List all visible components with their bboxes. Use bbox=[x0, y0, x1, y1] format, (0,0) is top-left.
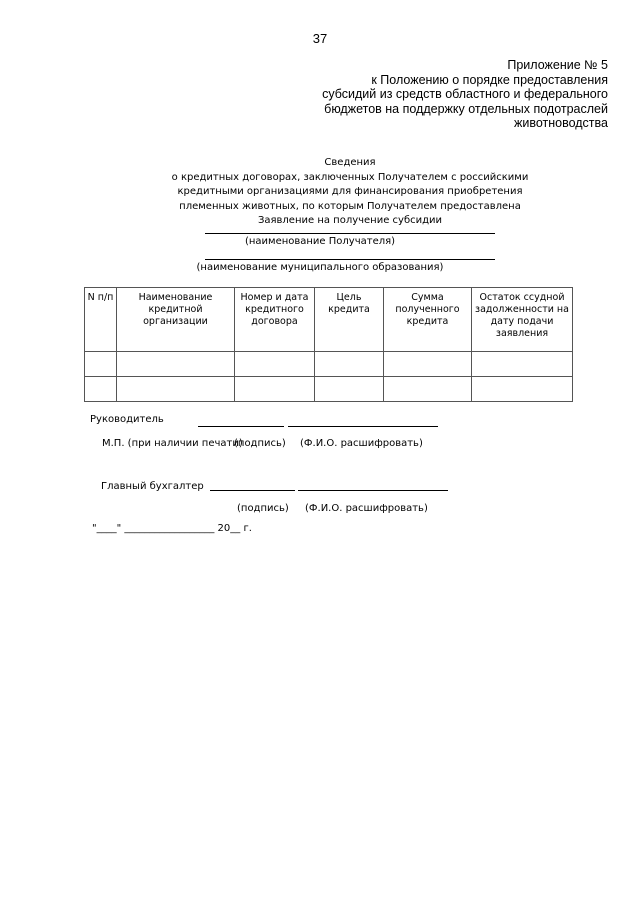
head-signature-line[interactable] bbox=[198, 426, 284, 427]
appendix-line: к Положению о порядке предоставления bbox=[371, 72, 608, 87]
table-row bbox=[85, 352, 573, 377]
table-row bbox=[85, 377, 573, 402]
accountant-label: Главный бухгалтер bbox=[101, 481, 204, 492]
head-label: Руководитель bbox=[90, 414, 164, 425]
appendix-line: субсидий из средств областного и федерального bbox=[322, 87, 608, 102]
table-cell[interactable] bbox=[315, 352, 384, 377]
table-cell[interactable] bbox=[85, 377, 117, 402]
column-header: Номер и дата кредитного договора bbox=[235, 288, 315, 352]
table-cell[interactable] bbox=[472, 352, 573, 377]
accountant-signature-line[interactable] bbox=[210, 490, 295, 491]
table-cell[interactable] bbox=[384, 377, 472, 402]
title-line: Заявление на получение субсидии bbox=[257, 215, 443, 226]
signature-caption: (подпись) bbox=[234, 438, 286, 449]
title-line: Сведения bbox=[324, 157, 376, 168]
table-cell[interactable] bbox=[384, 352, 472, 377]
appendix-header bbox=[278, 58, 608, 131]
appendix-line: бюджетов на поддержку отдельных подотраслей bbox=[324, 101, 608, 116]
head-name-line[interactable] bbox=[288, 426, 438, 427]
column-header: Сумма полученного кредита bbox=[384, 288, 472, 352]
table-header-row bbox=[85, 288, 573, 352]
credit-agreements-table bbox=[84, 287, 573, 402]
title-line: о кредитных договорах, заключенных Получателем с российскими bbox=[171, 171, 529, 183]
municipality-line[interactable] bbox=[205, 259, 495, 260]
title-line: кредитными организациями для финансирования приобретения bbox=[177, 186, 523, 197]
recipient-caption: (наименование Получателя) bbox=[244, 236, 396, 247]
stamp-label: М.П. (при наличии печати) bbox=[102, 438, 243, 449]
column-header: N п/п bbox=[85, 288, 117, 352]
table-cell[interactable] bbox=[315, 377, 384, 402]
appendix-line: животноводства bbox=[513, 116, 608, 131]
table-cell[interactable] bbox=[117, 352, 235, 377]
name-caption: (Ф.И.О. расшифровать) bbox=[300, 438, 423, 449]
name-caption: (Ф.И.О. расшифровать) bbox=[305, 503, 428, 514]
page-number: 37 bbox=[312, 31, 328, 46]
table-cell[interactable] bbox=[85, 352, 117, 377]
title-line: племенных животных, по которым Получателем предоставлена bbox=[179, 200, 521, 212]
municipality-caption: (наименование муниципального образования) bbox=[196, 262, 444, 273]
column-header: Остаток ссудной задолженности на дату подачи заявления bbox=[472, 288, 573, 352]
table-cell[interactable] bbox=[235, 352, 315, 377]
document-title bbox=[150, 156, 550, 229]
table-cell[interactable] bbox=[235, 377, 315, 402]
signature-caption: (подпись) bbox=[237, 503, 289, 514]
date-line[interactable]: "____" __________________ 20__ г. bbox=[92, 523, 252, 534]
table-cell[interactable] bbox=[472, 377, 573, 402]
table-cell[interactable] bbox=[117, 377, 235, 402]
recipient-line[interactable] bbox=[205, 233, 495, 234]
column-header: Наименование кредитной организации bbox=[117, 288, 235, 352]
column-header: Цель кредита bbox=[315, 288, 384, 352]
accountant-name-line[interactable] bbox=[298, 490, 448, 491]
appendix-line: Приложение № 5 bbox=[507, 58, 608, 72]
